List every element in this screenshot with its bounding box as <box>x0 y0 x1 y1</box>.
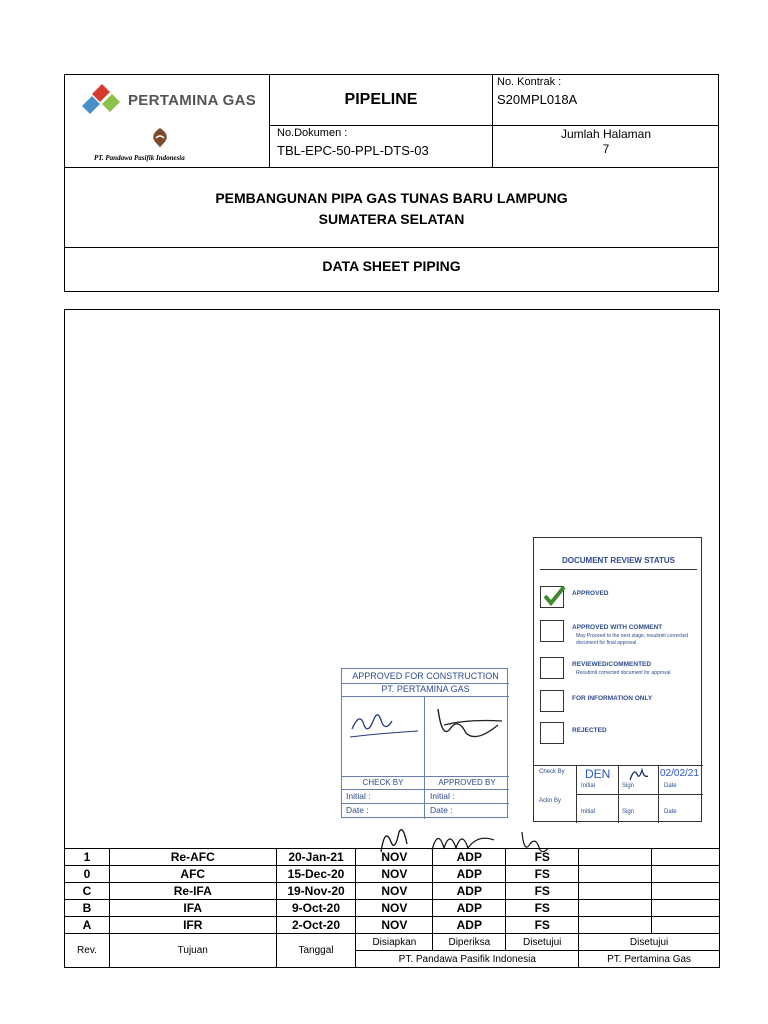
rev-cell: C <box>65 883 110 900</box>
check-by-initial: DEN <box>585 767 611 781</box>
rev-label: Rev. <box>65 934 110 968</box>
purpose-cell: Re-IFA <box>109 883 276 900</box>
client-name: PT. Pertamina Gas <box>579 951 720 968</box>
review-status-title: DOCUMENT REVIEW STATUS <box>561 556 676 565</box>
rev-cell: 1 <box>65 849 110 866</box>
table-row <box>65 849 720 866</box>
sign-label-1: Sign <box>622 783 635 789</box>
company-sub-name: PT. Pandawa Pasifik Indonesia <box>94 154 185 162</box>
rev-cell: 0 <box>65 866 110 883</box>
empty-cell <box>652 866 720 883</box>
construction-stamp-line2: PT. PERTAMINA GAS <box>381 684 470 694</box>
prepared-cell: NOV <box>356 849 433 866</box>
approved-with-comment-checkbox[interactable] <box>540 620 564 642</box>
checked-label: Diperiksa <box>433 934 506 951</box>
table-row <box>65 883 720 900</box>
check-by-initial-label: Initial : <box>346 791 371 801</box>
doc-no-label: No.Dokumen : <box>277 127 348 139</box>
review-title-rule <box>540 569 697 570</box>
doc-no-value: TBL-EPC-50-PPL-DTS-03 <box>277 143 429 158</box>
check-mark-icon <box>542 584 566 608</box>
pandawa-logo-icon <box>148 126 172 150</box>
rejected-label: REJECTED <box>572 727 607 734</box>
project-title-line1: PEMBANGUNAN PIPA GAS TUNAS BARU LAMPUNG <box>215 190 568 206</box>
prepared-cell: NOV <box>356 900 433 917</box>
pages-cell <box>493 126 719 167</box>
approved-label: Disetujui <box>506 934 579 951</box>
logo-cell <box>64 74 270 167</box>
table-footer-row <box>65 934 720 951</box>
date-cell: 20-Jan-21 <box>276 849 356 866</box>
revision-table <box>64 848 720 968</box>
for-information-label: FOR INFORMATION ONLY <box>572 695 653 702</box>
document-header <box>64 74 719 292</box>
date-label-1: Date <box>664 783 677 789</box>
approved-checkbox[interactable] <box>540 586 564 608</box>
doc-type: PIPELINE <box>270 74 493 126</box>
reviewed-commented-label: REVIEWED/COMMENTED <box>572 661 652 668</box>
check-by-mid-rule <box>576 794 703 795</box>
rev-cell: A <box>65 917 110 934</box>
date-cell: 9-Oct-20 <box>276 900 356 917</box>
contract-value: S20MPL018A <box>497 92 578 107</box>
check-by-signature-icon <box>346 701 422 745</box>
approved-with-comment-note: May Proceed to the next stage, resubmit corrected document for final approval <box>576 633 688 646</box>
initial-label-2: Initial <box>581 809 596 815</box>
approved-label: APPROVED <box>572 590 609 597</box>
approved-by-initial-label: Initial : <box>430 791 455 801</box>
table-row <box>65 900 720 917</box>
initial-label-1: Initial <box>581 783 596 789</box>
construction-stamp-rule-5 <box>342 803 509 804</box>
doc-title: DATA SHEET PIPING <box>322 258 461 274</box>
reviewed-commented-checkbox[interactable] <box>540 657 564 679</box>
approved-cell: FS <box>506 866 579 883</box>
empty-cell <box>652 917 720 934</box>
construction-stamp-rule-3 <box>342 776 509 777</box>
table-row <box>65 917 720 934</box>
prepared-cell: NOV <box>356 917 433 934</box>
contract-label: No. Kontrak : <box>497 76 562 88</box>
checked-cell: ADP <box>433 883 506 900</box>
approved-by-label: APPROVED BY <box>438 778 496 787</box>
date-label-2: Date <box>664 809 677 815</box>
project-title <box>64 188 719 230</box>
checked-cell: ADP <box>433 849 506 866</box>
checked-cell: ADP <box>433 900 506 917</box>
empty-cell <box>579 866 652 883</box>
review-status-stamp <box>533 537 702 822</box>
approved-with-comment-label: APPROVED WITH COMMENT <box>572 624 663 631</box>
empty-cell <box>652 849 720 866</box>
check-by-date-label: Date : <box>346 805 369 815</box>
empty-cell <box>579 917 652 934</box>
pages-label: Jumlah Halaman <box>560 127 652 141</box>
for-information-checkbox[interactable] <box>540 690 564 712</box>
approved-by-date-label: Date : <box>430 805 453 815</box>
purpose-cell: IFA <box>109 900 276 917</box>
doc-no-cell <box>270 126 493 167</box>
date-cell: 15-Dec-20 <box>276 866 356 883</box>
header-divider-2 <box>64 247 719 248</box>
construction-stamp-divider <box>424 696 425 819</box>
approved-cell: FS <box>506 900 579 917</box>
table-row <box>65 866 720 883</box>
purpose-cell: IFR <box>109 917 276 934</box>
contractor-name: PT. Pandawa Pasifik Indonesia <box>356 951 579 968</box>
empty-cell <box>579 900 652 917</box>
construction-stamp-rule-4 <box>342 789 509 790</box>
purpose-cell: AFC <box>109 866 276 883</box>
date-cell: 2-Oct-20 <box>276 917 356 934</box>
construction-stamp-line1: APPROVED FOR CONSTRUCTION <box>352 671 499 681</box>
pertamina-logo-icon <box>78 84 124 114</box>
date-label: Tanggal <box>276 934 356 968</box>
project-title-line2: SUMATERA SELATAN <box>318 211 465 227</box>
check-by-label: CHECK BY <box>362 778 404 787</box>
date-cell: 19-Nov-20 <box>276 883 356 900</box>
approved-cell: FS <box>506 883 579 900</box>
check-by-signature-icon <box>628 766 650 784</box>
prepared-label: Disiapkan <box>356 934 433 951</box>
contract-cell <box>493 74 719 126</box>
company-name: PERTAMINA GAS <box>128 92 257 109</box>
header-divider <box>64 167 719 168</box>
check-by-label: Check By <box>539 769 565 775</box>
checked-cell: ADP <box>433 866 506 883</box>
approved-cell: FS <box>506 917 579 934</box>
approved-cell: FS <box>506 849 579 866</box>
prepared-cell: NOV <box>356 866 433 883</box>
construction-stamp-rule-2 <box>342 696 509 697</box>
approved-by-signature-icon <box>428 699 506 747</box>
check-by-date: 02/02/21 <box>660 768 699 779</box>
reviewed-commented-note: Resubmit corrected document for approval <box>576 670 671 676</box>
purpose-label: Tujuan <box>109 934 276 968</box>
empty-cell <box>652 900 720 917</box>
client-approved-label: Disetujui <box>579 934 720 951</box>
empty-cell <box>652 883 720 900</box>
checked-cell: ADP <box>433 917 506 934</box>
purpose-cell: Re-AFC <box>109 849 276 866</box>
sign-label-2: Sign <box>622 809 635 815</box>
rev-cell: B <box>65 900 110 917</box>
prepared-cell: NOV <box>356 883 433 900</box>
rejected-checkbox[interactable] <box>540 722 564 744</box>
empty-cell <box>579 849 652 866</box>
ackn-by-label: Ackn By <box>539 798 562 804</box>
empty-cell <box>579 883 652 900</box>
pages-value: 7 <box>602 142 610 156</box>
construction-stamp <box>341 668 508 818</box>
